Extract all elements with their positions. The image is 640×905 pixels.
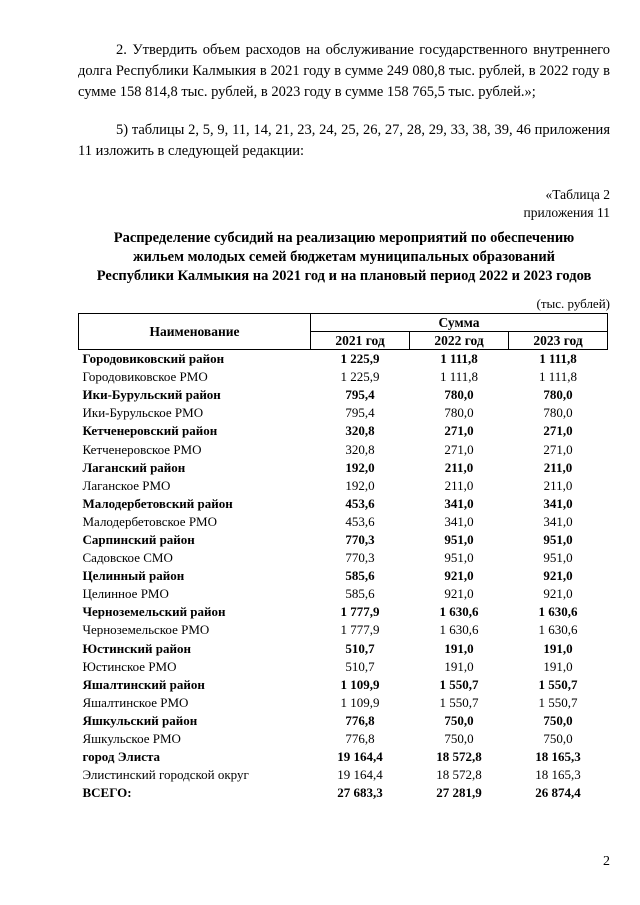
row-name: город Элиста (82, 749, 161, 765)
table-row (79, 676, 608, 694)
value-2021: 585,6 (345, 586, 375, 602)
row-name: ВСЕГО: (82, 785, 132, 801)
table-title (78, 229, 610, 286)
value-2021: 585,6 (345, 568, 375, 584)
value-2022: 191,0 (444, 640, 474, 656)
table-row (79, 422, 608, 440)
row-name: Целинный район (82, 568, 185, 584)
row-name: Ики-Бурульское РМО (82, 405, 204, 421)
table-row (79, 784, 608, 802)
value-2023: 1 630,6 (538, 622, 578, 638)
header-year-2021: 2021 год (311, 332, 410, 350)
value-2022: 780,0 (444, 387, 474, 403)
value-2022: 341,0 (444, 495, 474, 511)
value-2021: 776,8 (345, 731, 375, 747)
value-2021: 453,6 (345, 495, 375, 511)
table-row (79, 350, 608, 369)
table-row (79, 386, 608, 404)
value-2022: 341,0 (444, 513, 474, 529)
value-2023: 921,0 (543, 586, 573, 602)
value-2021: 192,0 (345, 477, 375, 493)
row-name: Кетченеровский район (82, 423, 218, 439)
value-2021: 320,8 (345, 441, 375, 457)
value-2021: 1 109,9 (340, 676, 380, 692)
row-name: Сарпинский район (82, 531, 195, 547)
value-2023: 271,0 (543, 441, 573, 457)
header-year-2022: 2022 год (410, 332, 509, 350)
row-name: Юстинский район (82, 640, 191, 656)
subsidy-table (78, 313, 608, 802)
value-2021: 1 225,9 (340, 369, 380, 385)
row-name: Яшалтинское РМО (82, 694, 189, 710)
value-2023: 211,0 (543, 477, 573, 493)
table-row (79, 730, 608, 748)
table-row (79, 549, 608, 567)
table-row (79, 640, 608, 658)
row-name: Городовиковский район (82, 351, 225, 367)
value-2023: 211,0 (543, 459, 573, 475)
value-2022: 1 550,7 (439, 676, 479, 692)
value-2022: 211,0 (444, 459, 474, 475)
table-row (79, 766, 608, 784)
value-2021: 1 777,9 (340, 622, 380, 638)
units-label: (тыс. рублей) (536, 296, 610, 311)
value-2021: 19 164,4 (337, 767, 383, 783)
table-row (79, 459, 608, 477)
value-2021: 320,8 (345, 423, 375, 439)
row-name: Яшкульский район (82, 712, 198, 728)
header-sum: Сумма (311, 314, 608, 332)
value-2022: 951,0 (444, 550, 474, 566)
value-2023: 951,0 (543, 550, 573, 566)
value-2023: 341,0 (543, 513, 573, 529)
table-row (79, 603, 608, 621)
value-2021: 192,0 (345, 459, 375, 475)
value-2022: 18 572,8 (436, 749, 482, 765)
row-name: Малодербетовский район (82, 495, 233, 511)
value-2023: 1 550,7 (538, 676, 578, 692)
row-name: Юстинское РМО (82, 658, 177, 674)
value-2022: 750,0 (444, 712, 474, 728)
value-2023: 191,0 (543, 640, 573, 656)
value-2022: 921,0 (444, 568, 474, 584)
value-2022: 921,0 (444, 586, 474, 602)
table-row (79, 621, 608, 639)
table-row (79, 748, 608, 766)
table-title-line: жильем молодых семей бюджетам муниципальных образований (132, 249, 556, 265)
table-row (79, 531, 608, 549)
value-2023: 780,0 (543, 405, 573, 421)
table-reference-line: «Таблица 2 (545, 187, 610, 202)
table-row (79, 567, 608, 585)
value-2021: 770,3 (345, 531, 375, 547)
value-2022: 750,0 (444, 731, 474, 747)
value-2022: 1 111,8 (439, 369, 479, 385)
value-2022: 1 111,8 (440, 351, 478, 367)
table-row (79, 694, 608, 712)
table-title-line: Распределение субсидий на реализацию мероприятий по обеспечению (113, 230, 575, 246)
row-name: Элистинский городской округ (82, 767, 249, 783)
value-2023: 271,0 (543, 423, 573, 439)
row-name: Лаганский район (82, 459, 186, 475)
value-2022: 27 281,9 (436, 785, 482, 801)
value-2021: 510,7 (345, 640, 375, 656)
value-2022: 18 572,8 (436, 767, 482, 783)
row-name: Кетченеровское РМО (82, 441, 202, 457)
paragraph-expenses: 2. Утвердить объем расходов на обслуживание государственного внутреннего долга Республики Калмыкия в 2021 году в сумме 249 080,8 тыс. рублей, в 2022 году в сумме 158 814,8 тыс. рублей, в 2023 году в сумме 158 765,5 тыс. рублей.»; (78, 42, 610, 100)
row-name: Черноземельское РМО (82, 622, 210, 638)
row-name: Малодербетовское РМО (82, 513, 218, 529)
value-2021: 1 777,9 (340, 604, 380, 620)
value-2021: 795,4 (345, 387, 375, 403)
value-2021: 1 109,9 (340, 694, 380, 710)
value-2023: 951,0 (543, 531, 573, 547)
table-row (79, 404, 608, 422)
row-name: Черноземельский район (82, 604, 226, 620)
row-name: Яшкульское РМО (82, 731, 181, 747)
table-row (79, 658, 608, 676)
value-2023: 18 165,3 (535, 749, 581, 765)
table-row (79, 712, 608, 730)
table-row (79, 495, 608, 513)
value-2023: 1 111,8 (539, 351, 577, 367)
value-2023: 191,0 (543, 658, 573, 674)
value-2023: 750,0 (543, 731, 573, 747)
value-2023: 780,0 (543, 387, 573, 403)
row-name: Яшалтинский район (82, 676, 205, 692)
value-2021: 795,4 (345, 405, 375, 421)
row-name: Целинное РМО (82, 586, 169, 602)
value-2023: 921,0 (543, 568, 573, 584)
value-2022: 1 630,6 (439, 604, 479, 620)
value-2023: 1 111,8 (538, 369, 578, 385)
table-reference (523, 186, 610, 222)
value-2021: 1 225,9 (340, 351, 380, 367)
row-name: Ики-Бурульский район (82, 387, 221, 403)
value-2022: 1 630,6 (439, 622, 479, 638)
value-2023: 1 550,7 (538, 694, 578, 710)
value-2021: 19 164,4 (337, 749, 383, 765)
value-2021: 27 683,3 (337, 785, 383, 801)
value-2022: 780,0 (444, 405, 474, 421)
value-2023: 18 165,3 (535, 767, 581, 783)
page-number: 2 (603, 854, 610, 869)
value-2023: 341,0 (543, 495, 573, 511)
value-2023: 1 630,6 (538, 604, 578, 620)
table-row (79, 368, 608, 386)
value-2022: 191,0 (444, 658, 474, 674)
value-2021: 770,3 (345, 550, 375, 566)
value-2022: 271,0 (444, 441, 474, 457)
value-2022: 1 550,7 (439, 694, 479, 710)
value-2022: 951,0 (444, 531, 474, 547)
header-name: Наименование (79, 314, 311, 350)
table-row (79, 440, 608, 458)
table-row (79, 477, 608, 495)
paragraph-tables: 5) таблицы 2, 5, 9, 11, 14, 21, 23, 24, 25, 26, 27, 28, 29, 33, 38, 39, 46 приложения 11 изложить в следующей редакции: (78, 122, 610, 159)
table-body (79, 350, 608, 803)
value-2021: 510,7 (345, 658, 375, 674)
table-title-line: Республики Калмыкия на 2021 год и на плановый период 2022 и 2023 годов (96, 268, 592, 284)
table-row (79, 513, 608, 531)
value-2022: 211,0 (444, 477, 474, 493)
value-2022: 271,0 (444, 423, 474, 439)
table-reference-line: приложения 11 (523, 205, 610, 220)
row-name: Садовское СМО (82, 550, 173, 566)
row-name: Городовиковское РМО (82, 369, 208, 385)
row-name: Лаганское РМО (82, 477, 171, 493)
value-2021: 776,8 (345, 712, 375, 728)
header-year-2023: 2023 год (509, 332, 608, 350)
value-2021: 453,6 (345, 513, 375, 529)
table-row (79, 585, 608, 603)
value-2023: 750,0 (543, 712, 573, 728)
value-2023: 26 874,4 (535, 785, 581, 801)
